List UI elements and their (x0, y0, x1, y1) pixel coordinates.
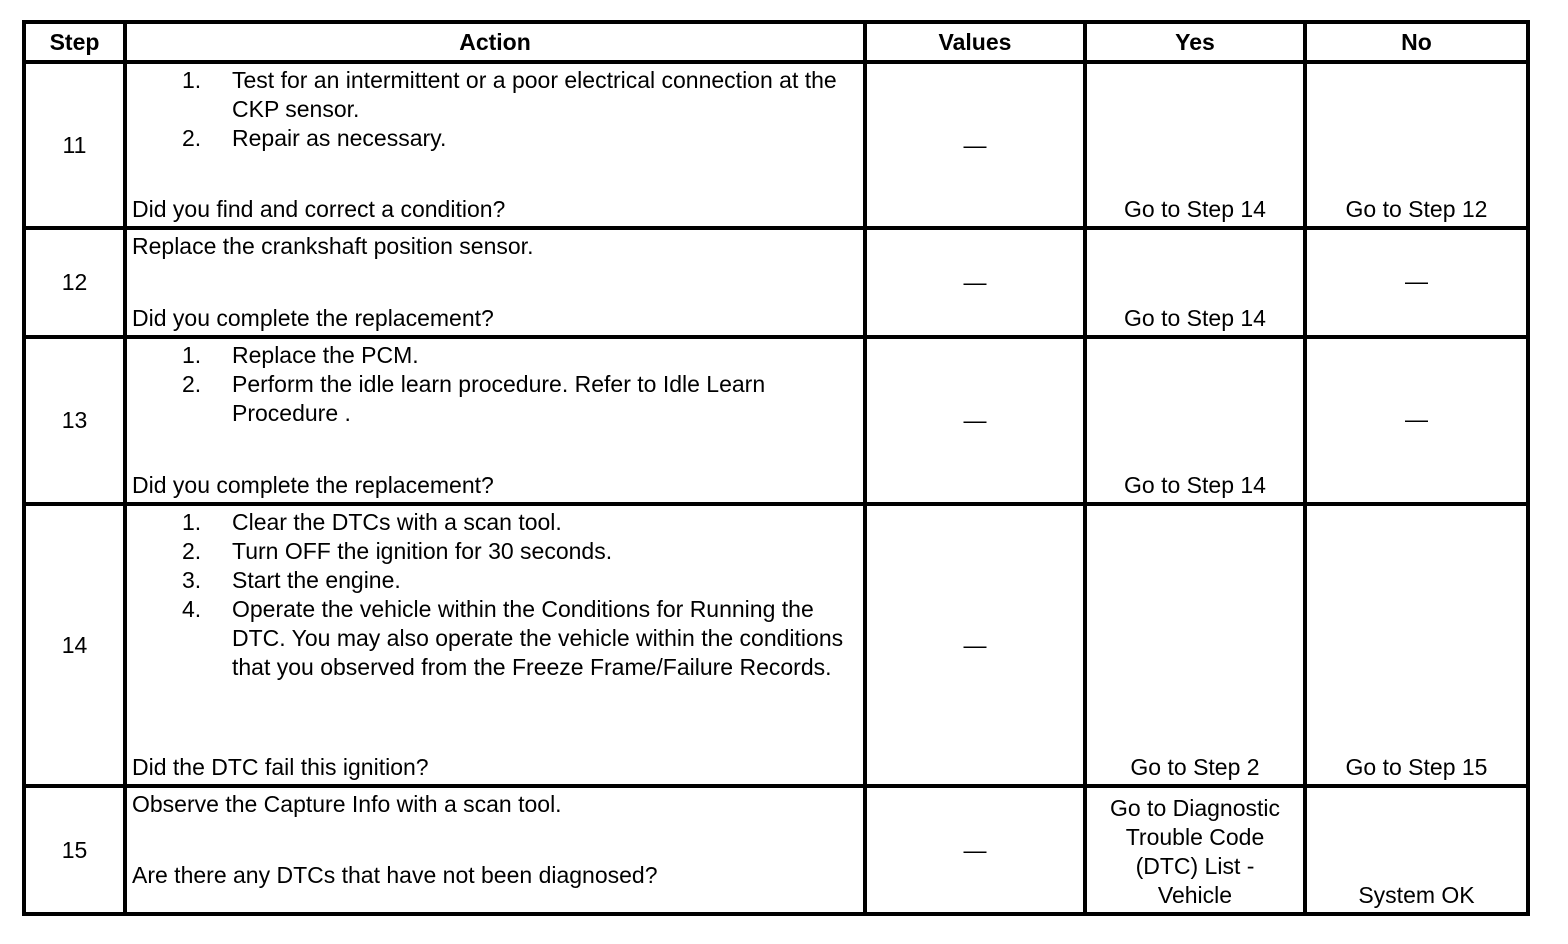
list-text: Perform the idle learn procedure. Refer to Idle Learn Procedure . (232, 371, 766, 426)
step-number: 14 (24, 504, 125, 786)
table-row-step-12 (24, 228, 1528, 337)
action-text: Replace the crankshaft position sensor. (132, 233, 534, 259)
yes-cell: Go to Diagnostic Trouble Code (DTC) List - Vehicle (1085, 786, 1305, 914)
table-row-step-15 (24, 786, 1528, 914)
header-step: Step (24, 22, 125, 62)
list-item (132, 595, 859, 682)
list-item (132, 508, 859, 537)
diagnostic-table (22, 20, 1530, 916)
header-no: No (1305, 22, 1528, 62)
list-text: Test for an intermittent or a poor electrical connection at the CKP sensor. (232, 67, 837, 122)
action-question: Did you complete the replacement? (132, 472, 494, 498)
action-question: Are there any DTCs that have not been diagnosed? (132, 862, 658, 888)
values-cell: — (865, 337, 1085, 504)
list-number: 2. (182, 538, 202, 564)
action-list (132, 66, 859, 153)
list-text: Repair as necessary. (232, 125, 447, 151)
action-list (132, 341, 859, 428)
list-number: 2. (182, 371, 202, 397)
values-cell: — (865, 786, 1085, 914)
list-text: Start the engine. (232, 567, 401, 593)
yes-cell: Go to Step 14 (1085, 62, 1305, 228)
list-text: Operate the vehicle within the Conditions for Running the DTC. You may also operate the vehicle within the conditions that you observed from the Freeze Frame/Failure Records. (232, 596, 844, 680)
no-cell: — (1305, 337, 1528, 504)
table-row-step-14 (24, 504, 1528, 786)
step-number: 11 (24, 62, 125, 228)
list-number: 1. (182, 342, 202, 368)
table-row-step-11 (24, 62, 1528, 228)
action-cell (125, 786, 865, 914)
action-cell (125, 337, 865, 504)
header-values: Values (865, 22, 1085, 62)
list-text: Replace the PCM. (232, 342, 419, 368)
action-cell (125, 62, 865, 228)
list-item (132, 66, 859, 124)
list-item (132, 537, 859, 566)
action-cell (125, 228, 865, 337)
action-question: Did you complete the replacement? (132, 305, 494, 331)
no-cell: Go to Step 15 (1305, 504, 1528, 786)
values-cell: — (865, 62, 1085, 228)
action-question: Did you find and correct a condition? (132, 196, 506, 222)
action-list (132, 508, 859, 682)
list-text: Clear the DTCs with a scan tool. (232, 509, 562, 535)
step-number: 15 (24, 786, 125, 914)
header-action: Action (125, 22, 865, 62)
no-cell: System OK (1305, 786, 1528, 914)
header-yes: Yes (1085, 22, 1305, 62)
list-number: 3. (182, 567, 202, 593)
yes-cell: Go to Step 14 (1085, 228, 1305, 337)
no-cell: — (1305, 228, 1528, 337)
yes-cell: Go to Step 2 (1085, 504, 1305, 786)
no-cell: Go to Step 12 (1305, 62, 1528, 228)
table-row-step-13 (24, 337, 1528, 504)
step-number: 13 (24, 337, 125, 504)
list-number: 4. (182, 596, 202, 622)
yes-cell: Go to Step 14 (1085, 337, 1305, 504)
list-item (132, 341, 859, 370)
list-number: 2. (182, 125, 202, 151)
list-number: 1. (182, 67, 202, 93)
list-number: 1. (182, 509, 202, 535)
values-cell: — (865, 228, 1085, 337)
list-item (132, 370, 859, 428)
list-item (132, 566, 859, 595)
values-cell: — (865, 504, 1085, 786)
header-row (24, 22, 1528, 62)
action-text: Observe the Capture Info with a scan tool. (132, 791, 562, 817)
action-question: Did the DTC fail this ignition? (132, 754, 429, 780)
action-cell (125, 504, 865, 786)
list-text: Turn OFF the ignition for 30 seconds. (232, 538, 613, 564)
list-item (132, 124, 859, 153)
step-number: 12 (24, 228, 125, 337)
